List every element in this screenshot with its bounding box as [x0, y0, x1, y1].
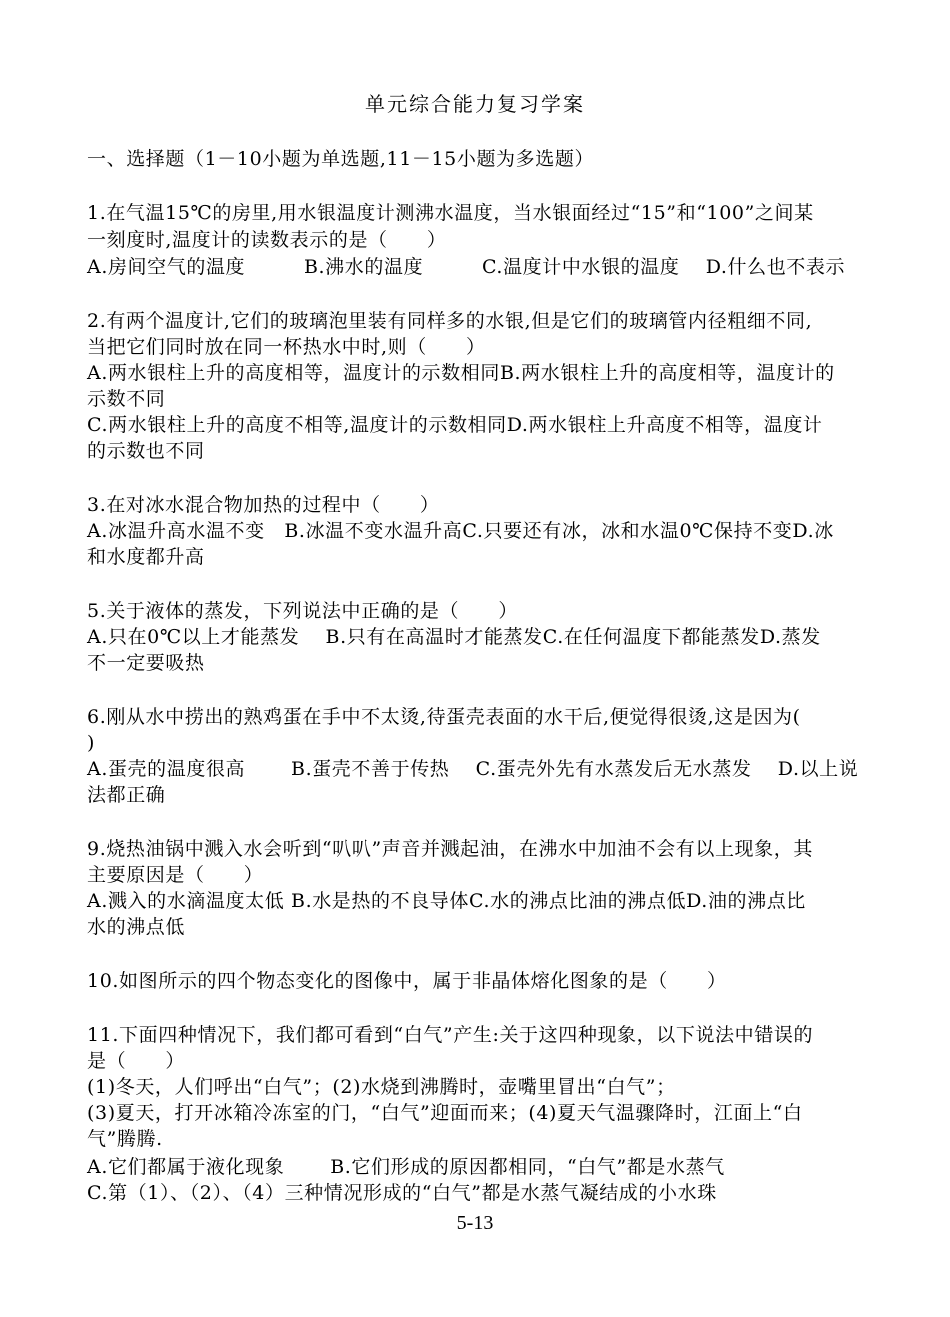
question-11-line-6: A.它们都属于液化现象 B.它们形成的原因都相同，“白气”都是水蒸气 [87, 1156, 725, 1178]
question-3-line-2: A.冰温升高水温不变 B.冰温不变水温升高C.只要还有冰，冰和水温0℃保持不变D.冰 [87, 520, 834, 542]
document-title: 单元综合能力复习学案 [365, 92, 585, 116]
question-11-line-1: 11.下面四种情况下，我们都可看到“白气”产生:关于这四种现象，以下说法中错误的 [87, 1024, 814, 1046]
question-6-line-4: 法都正确 [87, 784, 166, 806]
section-heading: 一、选择题（1－10小题为单选题,11－15小题为多选题） [87, 148, 595, 170]
question-1-line-1: 1.在气温15℃的房里,用水银温度计测沸水温度，当水银面经过“15”和“100”之间某 [87, 202, 814, 224]
question-6-line-1: 6.刚从水中捞出的熟鸡蛋在手中不太烫,待蛋壳表面的水干后,便觉得很烫,这是因为( [87, 706, 801, 728]
question-9-line-4: 水的沸点低 [87, 916, 186, 938]
question-5-line-1: 5.关于液体的蒸发，下列说法中正确的是（ ） [87, 600, 518, 622]
question-1-line-2: 一刻度时,温度计的读数表示的是（ ） [87, 229, 447, 251]
question-2-line-2: 当把它们同时放在同一杯热水中时,则（ ） [87, 336, 486, 358]
question-2-line-1: 2.有两个温度计,它们的玻璃泡里装有同样多的水银,但是它们的玻璃管内径粗细不同, [87, 310, 813, 332]
question-11-line-2: 是（ ） [87, 1050, 186, 1072]
question-11-line-7: C.第（1）、（2）、（4）三种情况形成的“白气”都是水蒸气凝结成的小水珠 [87, 1182, 717, 1204]
question-3-line-3: 和水度都升高 [87, 546, 205, 568]
question-2-line-5: C.两水银柱上升的高度不相等,温度计的示数相同D.两水银柱上升高度不相等，温度计 [87, 414, 823, 436]
question-11-line-4: (3)夏天，打开冰箱冷冻室的门，“白气”迎面而来；(4)夏天气温骤降时，江面上“白 [87, 1102, 803, 1124]
question-3-line-1: 3.在对冰水混合物加热的过程中（ ） [87, 494, 440, 516]
question-1-options: A.房间空气的温度 B.沸水的温度 C.温度计中水银的温度 D.什么也不表示 [87, 256, 846, 278]
question-2-line-6: 的示数也不同 [87, 440, 205, 462]
question-2-line-3: A.两水银柱上升的高度相等，温度计的示数相同B.两水银柱上升的高度相等，温度计的 [87, 362, 835, 384]
question-11-line-5: 气”腾腾. [87, 1128, 163, 1150]
question-9-line-1: 9.烧热油锅中溅入水会听到“叭叭”声音并溅起油，在沸水中加油不会有以上现象，其 [87, 838, 813, 860]
question-9-line-2: 主要原因是（ ） [87, 864, 264, 886]
question-11-line-3: (1)冬天，人们呼出“白气”；(2)水烧到沸腾时，壶嘴里冒出“白气”； [87, 1076, 676, 1098]
question-6-line-2: ) [87, 732, 96, 754]
question-5-line-2: A.只在0℃以上才能蒸发 B.只有在高温时才能蒸发C.在任何温度下都能蒸发D.蒸发 [87, 626, 821, 648]
question-5-line-3: 不一定要吸热 [87, 652, 205, 674]
question-10-line-1: 10.如图所示的四个物态变化的图像中，属于非晶体熔化图象的是（ ） [87, 970, 727, 992]
question-2-line-4: 示数不同 [87, 388, 166, 410]
page-number: 5-13 [456, 1212, 494, 1234]
question-6-line-3: A.蛋壳的温度很高 B.蛋壳不善于传热 C.蛋壳外先有水蒸发后无水蒸发 D.以上说 [87, 758, 859, 780]
question-9-line-3: A.溅入的水滴温度太低 B.水是热的不良导体C.水的沸点比油的沸点低D.油的沸点比 [87, 890, 806, 912]
